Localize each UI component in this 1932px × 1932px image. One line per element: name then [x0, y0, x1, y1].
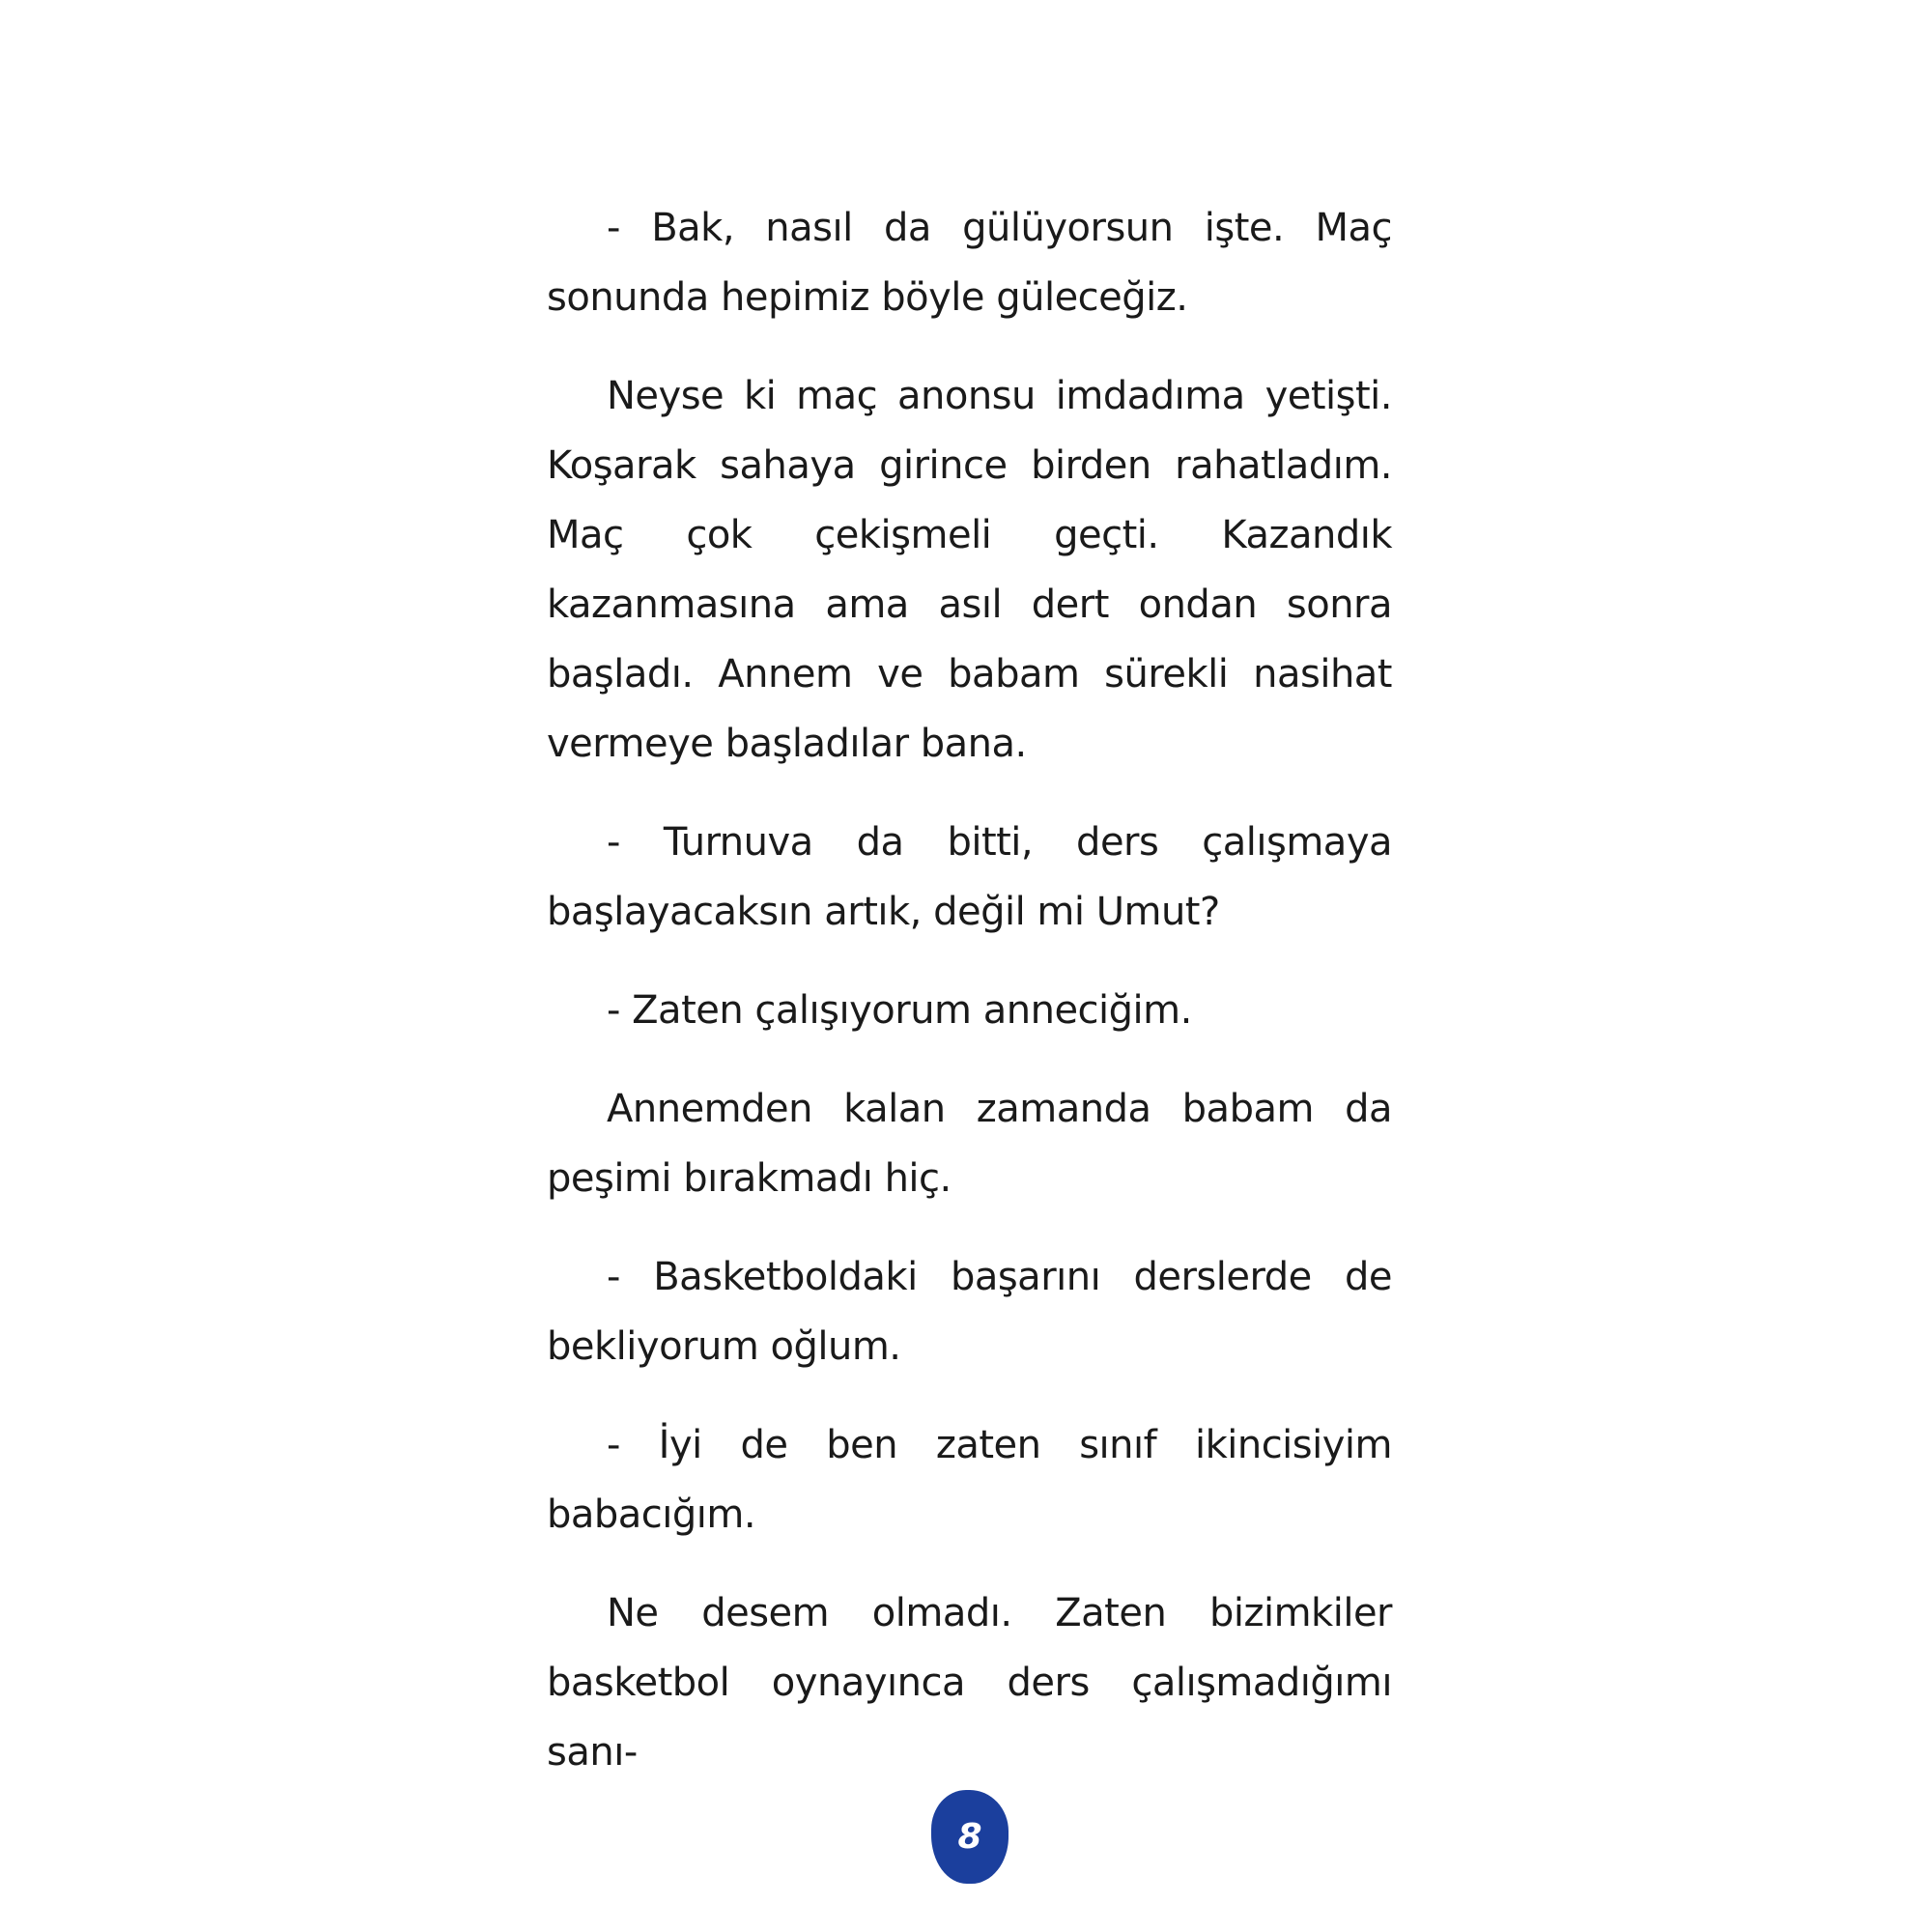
- page-number: 8: [957, 1816, 982, 1857]
- paragraph-narration: Annemden kalan zamanda babam da peşimi bırakmadı hiç.: [547, 1087, 1392, 1201]
- paragraph-narration: Neyse ki maç anonsu imdadıma yetişti. Koşarak sahaya girince birden rahatladım. Maç çok çekişmeli geçti. Kazandık kazanmasına ama asıl dert ondan sonra başladı. Annem ve babam sürekli nasihat vermeye başladılar bana.: [547, 374, 1392, 766]
- paragraph-dialogue: - Turnuva da bitti, ders çalışmaya başlayacaksın artık, değil mi Umut?: [547, 820, 1392, 934]
- paragraph-dialogue: - Bak, nasıl da gülüyorsun işte. Maç sonunda hepimiz böyle güleceğiz.: [547, 206, 1392, 320]
- paragraph-dialogue: - İyi de ben zaten sınıf ikincisiyim babacığım.: [547, 1423, 1392, 1537]
- page-body-text: [547, 193, 1392, 1787]
- paragraph-dialogue: - Zaten çalışıyorum anneciğim.: [607, 988, 1192, 1033]
- page-number-badge: [931, 1790, 1009, 1884]
- paragraph-narration: Ne desem olmadı. Zaten bizimkiler basketbol oynayınca ders çalışmadığımı sanı-: [547, 1591, 1392, 1775]
- paragraph-dialogue: - Basketboldaki başarını derslerde de bekliyorum oğlum.: [547, 1255, 1392, 1369]
